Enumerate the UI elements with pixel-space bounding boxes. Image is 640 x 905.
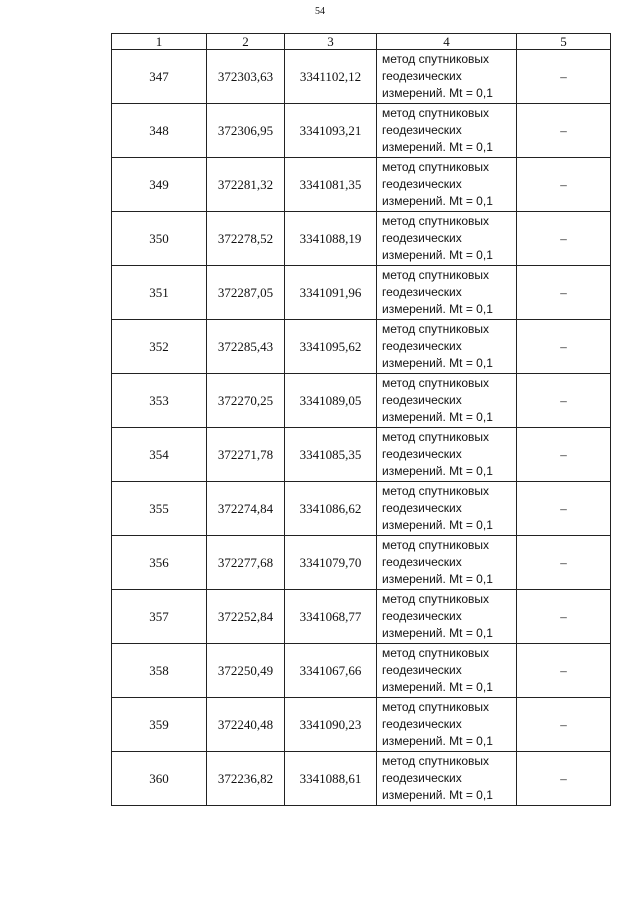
method-cell xyxy=(377,590,517,644)
point-number-cell: 358 xyxy=(112,644,207,698)
method-text-line: метод спутниковых xyxy=(382,106,490,120)
method-text-line: геодезических xyxy=(382,663,462,677)
method-text-line: геодезических xyxy=(382,339,462,353)
y-coordinate-cell: 3341085,35 xyxy=(285,428,377,482)
table-row xyxy=(112,536,611,590)
method-text-line: метод спутниковых xyxy=(382,700,490,714)
x-coordinate-cell: 372250,49 xyxy=(207,644,285,698)
point-number-cell: 356 xyxy=(112,536,207,590)
point-number-cell: 349 xyxy=(112,158,207,212)
note-cell: – xyxy=(517,428,611,482)
method-text-line: метод спутниковых xyxy=(382,376,490,390)
x-coordinate-cell: 372270,25 xyxy=(207,374,285,428)
note-cell: – xyxy=(517,50,611,104)
header-col-3: 3 xyxy=(285,34,377,50)
x-coordinate-cell: 372274,84 xyxy=(207,482,285,536)
y-coordinate-cell: 3341102,12 xyxy=(285,50,377,104)
note-cell: – xyxy=(517,320,611,374)
method-text-line: метод спутниковых xyxy=(382,52,490,66)
method-cell xyxy=(377,104,517,158)
table-row xyxy=(112,374,611,428)
x-coordinate-cell: 372281,32 xyxy=(207,158,285,212)
page-number: 54 xyxy=(315,6,325,17)
method-text-line: измерений. Mt = 0,1 xyxy=(382,356,493,370)
method-text-line: измерений. Mt = 0,1 xyxy=(382,572,493,586)
point-number-cell: 355 xyxy=(112,482,207,536)
method-text-line: измерений. Mt = 0,1 xyxy=(382,410,493,424)
point-number-cell: 351 xyxy=(112,266,207,320)
method-cell xyxy=(377,50,517,104)
method-cell xyxy=(377,374,517,428)
method-cell xyxy=(377,536,517,590)
y-coordinate-cell: 3341089,05 xyxy=(285,374,377,428)
table-row xyxy=(112,158,611,212)
method-text-line: метод спутниковых xyxy=(382,214,490,228)
method-text-line: метод спутниковых xyxy=(382,430,490,444)
method-text-line: геодезических xyxy=(382,123,462,137)
method-text-line: измерений. Mt = 0,1 xyxy=(382,518,493,532)
note-cell: – xyxy=(517,752,611,806)
x-coordinate-cell: 372236,82 xyxy=(207,752,285,806)
x-coordinate-cell: 372271,78 xyxy=(207,428,285,482)
method-text-line: метод спутниковых xyxy=(382,160,490,174)
method-text-line: измерений. Mt = 0,1 xyxy=(382,140,493,154)
point-number-cell: 347 xyxy=(112,50,207,104)
y-coordinate-cell: 3341081,35 xyxy=(285,158,377,212)
y-coordinate-cell: 3341091,96 xyxy=(285,266,377,320)
x-coordinate-cell: 372278,52 xyxy=(207,212,285,266)
note-cell: – xyxy=(517,266,611,320)
table-row xyxy=(112,212,611,266)
method-text-line: метод спутниковых xyxy=(382,484,490,498)
y-coordinate-cell: 3341095,62 xyxy=(285,320,377,374)
method-text-line: измерений. Mt = 0,1 xyxy=(382,86,493,100)
y-coordinate-cell: 3341079,70 xyxy=(285,536,377,590)
method-text-line: геодезических xyxy=(382,177,462,191)
method-cell xyxy=(377,482,517,536)
point-number-cell: 348 xyxy=(112,104,207,158)
method-cell xyxy=(377,698,517,752)
method-text-line: измерений. Mt = 0,1 xyxy=(382,680,493,694)
table-body xyxy=(112,50,611,806)
method-text-line: метод спутниковых xyxy=(382,592,490,606)
method-text-line: геодезических xyxy=(382,717,462,731)
method-text-line: геодезических xyxy=(382,771,462,785)
note-cell: – xyxy=(517,212,611,266)
method-text-line: метод спутниковых xyxy=(382,646,490,660)
x-coordinate-cell: 372277,68 xyxy=(207,536,285,590)
method-text-line: измерений. Mt = 0,1 xyxy=(382,302,493,316)
header-col-4: 4 xyxy=(377,34,517,50)
y-coordinate-cell: 3341068,77 xyxy=(285,590,377,644)
table-row xyxy=(112,698,611,752)
header-col-1: 1 xyxy=(112,34,207,50)
x-coordinate-cell: 372287,05 xyxy=(207,266,285,320)
header-col-5: 5 xyxy=(517,34,611,50)
method-cell xyxy=(377,644,517,698)
table-row xyxy=(112,428,611,482)
y-coordinate-cell: 3341088,19 xyxy=(285,212,377,266)
method-text-line: метод спутниковых xyxy=(382,754,490,768)
note-cell: – xyxy=(517,590,611,644)
method-text-line: метод спутниковых xyxy=(382,268,490,282)
note-cell: – xyxy=(517,374,611,428)
point-number-cell: 359 xyxy=(112,698,207,752)
table-row xyxy=(112,104,611,158)
table-row xyxy=(112,320,611,374)
note-cell: – xyxy=(517,536,611,590)
table-row xyxy=(112,644,611,698)
point-number-cell: 360 xyxy=(112,752,207,806)
header-row xyxy=(112,34,611,50)
note-cell: – xyxy=(517,644,611,698)
coordinates-table xyxy=(111,33,611,806)
method-text-line: метод спутниковых xyxy=(382,538,490,552)
method-text-line: геодезических xyxy=(382,285,462,299)
method-text-line: измерений. Mt = 0,1 xyxy=(382,248,493,262)
method-text-line: измерений. Mt = 0,1 xyxy=(382,194,493,208)
y-coordinate-cell: 3341093,21 xyxy=(285,104,377,158)
note-cell: – xyxy=(517,158,611,212)
y-coordinate-cell: 3341067,66 xyxy=(285,644,377,698)
x-coordinate-cell: 372252,84 xyxy=(207,590,285,644)
method-text-line: измерений. Mt = 0,1 xyxy=(382,464,493,478)
table-row xyxy=(112,590,611,644)
method-text-line: измерений. Mt = 0,1 xyxy=(382,734,493,748)
point-number-cell: 354 xyxy=(112,428,207,482)
method-cell xyxy=(377,158,517,212)
table-row xyxy=(112,482,611,536)
note-cell: – xyxy=(517,698,611,752)
point-number-cell: 357 xyxy=(112,590,207,644)
method-text-line: геодезических xyxy=(382,447,462,461)
x-coordinate-cell: 372306,95 xyxy=(207,104,285,158)
point-number-cell: 352 xyxy=(112,320,207,374)
method-text-line: геодезических xyxy=(382,393,462,407)
method-text-line: геодезических xyxy=(382,69,462,83)
method-text-line: метод спутниковых xyxy=(382,322,490,336)
method-text-line: геодезических xyxy=(382,501,462,515)
method-cell xyxy=(377,212,517,266)
method-text-line: геодезических xyxy=(382,231,462,245)
x-coordinate-cell: 372240,48 xyxy=(207,698,285,752)
table-header xyxy=(112,34,611,50)
x-coordinate-cell: 372303,63 xyxy=(207,50,285,104)
x-coordinate-cell: 372285,43 xyxy=(207,320,285,374)
y-coordinate-cell: 3341086,62 xyxy=(285,482,377,536)
method-text-line: измерений. Mt = 0,1 xyxy=(382,626,493,640)
method-cell xyxy=(377,428,517,482)
method-text-line: геодезических xyxy=(382,555,462,569)
point-number-cell: 350 xyxy=(112,212,207,266)
note-cell: – xyxy=(517,104,611,158)
method-cell xyxy=(377,320,517,374)
note-cell: – xyxy=(517,482,611,536)
y-coordinate-cell: 3341090,23 xyxy=(285,698,377,752)
y-coordinate-cell: 3341088,61 xyxy=(285,752,377,806)
table-row xyxy=(112,50,611,104)
point-number-cell: 353 xyxy=(112,374,207,428)
method-cell xyxy=(377,752,517,806)
method-text-line: измерений. Mt = 0,1 xyxy=(382,788,493,802)
header-col-2: 2 xyxy=(207,34,285,50)
table-row xyxy=(112,752,611,806)
table-row xyxy=(112,266,611,320)
method-text-line: геодезических xyxy=(382,609,462,623)
method-cell xyxy=(377,266,517,320)
